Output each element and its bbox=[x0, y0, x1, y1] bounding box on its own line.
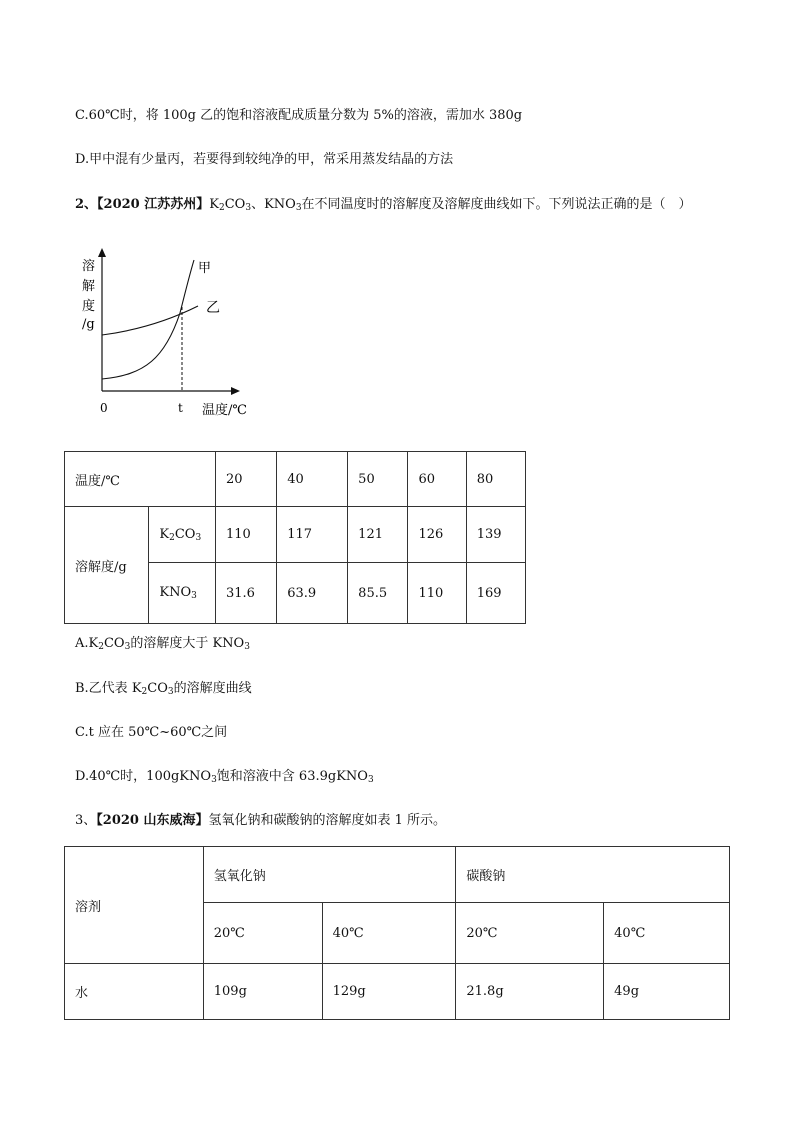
y-axis-arrow bbox=[98, 248, 106, 257]
q2-source: 【2020 江苏苏州】 bbox=[97, 197, 210, 212]
label-jia: 甲 bbox=[198, 261, 212, 276]
subscript: 3 bbox=[124, 642, 131, 652]
na2co3-header: 碳酸钠 bbox=[456, 847, 730, 903]
kno3-text: KNO bbox=[159, 585, 192, 600]
subscript: 3 bbox=[195, 532, 202, 543]
subscript: 3 bbox=[367, 775, 374, 785]
temp-cell: 20 bbox=[215, 452, 276, 507]
value-cell: 49g bbox=[604, 964, 730, 1020]
value-cell: 109g bbox=[203, 964, 322, 1020]
q3-stem bbox=[75, 809, 446, 828]
subscript: 3 bbox=[211, 775, 217, 785]
kno3-value: 110 bbox=[408, 563, 466, 624]
xlabel: 温度/℃ bbox=[202, 403, 247, 418]
temp-cell: 40 bbox=[277, 452, 348, 507]
q2-option-b bbox=[75, 677, 252, 697]
ylabel-3: 度 bbox=[82, 299, 96, 314]
q2-number: 2、 bbox=[75, 197, 98, 212]
value-cell: 21.8g bbox=[456, 964, 604, 1020]
kno3-value: 169 bbox=[466, 563, 525, 624]
naoh-na2co3-table bbox=[64, 846, 730, 1020]
q1-option-d: D.甲中混有少量丙，若要得到较纯净的甲，常采用蒸发结晶的方法 bbox=[75, 152, 454, 167]
value-cell: 129g bbox=[322, 964, 456, 1020]
solubility-table bbox=[64, 451, 526, 624]
k2co3-value: 117 bbox=[277, 507, 348, 563]
option-d-part: 饱和溶液中含 63.9gKNO bbox=[216, 769, 368, 784]
kno3-value: 31.6 bbox=[215, 563, 276, 624]
k2co3-value: 110 bbox=[215, 507, 276, 563]
origin-label: 0 bbox=[100, 401, 108, 415]
subscript: 3 bbox=[167, 687, 174, 697]
curve-jia bbox=[102, 260, 194, 379]
q3-number: 3、 bbox=[75, 813, 97, 828]
t-label: t bbox=[178, 401, 183, 415]
option-b-part: 的溶解度曲线 bbox=[173, 681, 252, 696]
water-label: 水 bbox=[65, 964, 204, 1020]
k2co3-label bbox=[149, 507, 216, 563]
q1-option-c: C.60℃时，将 100g 乙的饱和溶液配成质量分数为 5%的溶液，需加水 380g bbox=[75, 108, 523, 123]
temp-cell: 40℃ bbox=[322, 903, 456, 964]
k2co3-value: 121 bbox=[348, 507, 408, 563]
subscript: 2 bbox=[218, 203, 225, 213]
label-yi: 乙 bbox=[206, 300, 220, 316]
q3-source: 【2020 山东威海】 bbox=[96, 813, 209, 828]
curve-yi bbox=[102, 306, 198, 335]
solubility-header: 溶解度/g bbox=[65, 507, 149, 624]
q3-stem-text: 氢氧化钠和碳酸钠的溶解度如表 1 所示。 bbox=[208, 813, 447, 828]
temp-cell: 80 bbox=[466, 452, 525, 507]
temp-cell: 60 bbox=[408, 452, 466, 507]
k2co3-value: 139 bbox=[466, 507, 525, 563]
subscript: 2 bbox=[141, 687, 148, 697]
k2co3-co: CO bbox=[174, 526, 196, 542]
q2-stem bbox=[75, 193, 692, 213]
temp-cell: 50 bbox=[348, 452, 408, 507]
solvent-header: 溶剂 bbox=[65, 847, 204, 964]
option-a-part: CO bbox=[103, 636, 125, 651]
k2co3-k: K bbox=[159, 526, 170, 542]
k2co3-value: 126 bbox=[408, 507, 466, 563]
ylabel-1: 溶 bbox=[82, 259, 96, 274]
x-axis-arrow bbox=[231, 387, 240, 395]
subscript: 2 bbox=[98, 642, 104, 652]
subscript: 3 bbox=[245, 203, 252, 213]
q2-option-a bbox=[75, 632, 250, 652]
subscript: 3 bbox=[191, 591, 197, 601]
solubility-curve-graph bbox=[70, 248, 260, 420]
subscript: 3 bbox=[295, 203, 302, 213]
subscript: 3 bbox=[244, 642, 250, 652]
ylabel-2: 解 bbox=[82, 279, 96, 294]
kno3-value: 85.5 bbox=[348, 563, 408, 624]
option-d-part: D.40℃时，100gKNO bbox=[75, 769, 212, 784]
option-a-part: A.K bbox=[75, 636, 99, 651]
q2-stem-c: 、KNO bbox=[251, 197, 296, 212]
option-b-part: B.乙代表 K bbox=[75, 681, 142, 696]
kno3-value: 63.9 bbox=[277, 563, 348, 624]
temp-header: 温度/℃ bbox=[65, 452, 216, 507]
option-a-part: 的溶解度大于 KNO bbox=[130, 636, 245, 651]
ylabel-4: /g bbox=[82, 317, 95, 332]
temp-cell: 20℃ bbox=[203, 903, 322, 964]
temp-cell: 40℃ bbox=[604, 903, 730, 964]
temp-cell: 20℃ bbox=[456, 903, 604, 964]
q2-option-d bbox=[75, 765, 374, 785]
q2-stem-a: K bbox=[209, 197, 219, 212]
q2-stem-d: 在不同温度时的溶解度及溶解度曲线如下。下列说法正确的是（ ） bbox=[301, 197, 692, 212]
q2-option-c: C.t 应在 50℃~60℃之间 bbox=[75, 725, 228, 740]
subscript: 2 bbox=[169, 532, 175, 543]
kno3-label bbox=[149, 563, 216, 624]
q2-stem-b: CO bbox=[224, 197, 246, 212]
option-b-part: CO bbox=[147, 681, 168, 696]
naoh-header: 氢氧化钠 bbox=[203, 847, 456, 903]
